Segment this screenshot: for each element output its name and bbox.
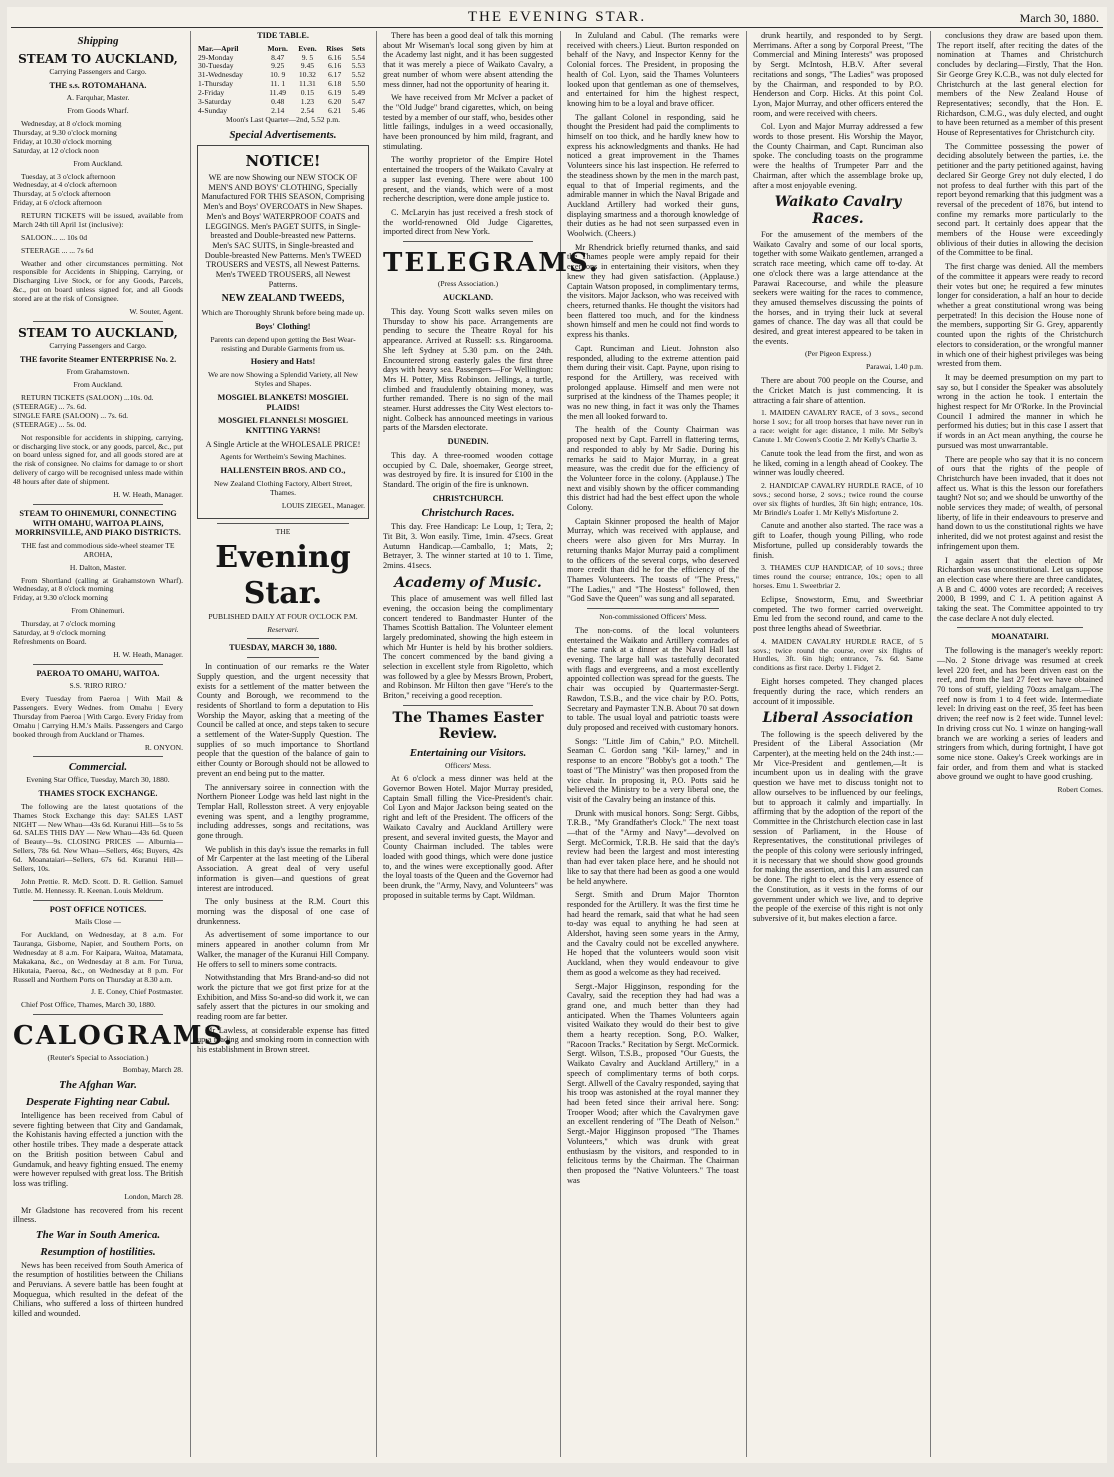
divider	[403, 241, 533, 242]
article-text: It may be deemed presumption on my part to say so, but I consider the Speaker was absolutely wrong in the action he took. I entertain the highest respect for Mr O'Rorke. In the Provincial Council I admired the manner in which he performed his duties; but in this case I assert that if words in an Act mean anything, the course he pursued was most unwarrantable.	[937, 372, 1103, 450]
steam-auckland-heading: STEAM TO AUCKLAND,	[18, 325, 178, 340]
ad-heading: Hosiery and Hats!	[250, 357, 316, 367]
article-heading: Desperate Fighting near Cabul.	[25, 1096, 171, 1109]
tide-table-title: TIDE TABLE.	[257, 31, 309, 40]
dateline: Parawai, 1.40 p.m.	[866, 362, 923, 372]
article-text: The worthy proprietor of the Empire Hotel entertained the troopers of the Waikato Cavalry at a supper last evening. There were about 100 present, and the viands, which were of a most recherche description, were done ample justice to.	[383, 155, 553, 204]
issue-dateline: TUESDAY, MARCH 30, 1880.	[229, 643, 337, 653]
subheading: Carrying Passengers and Cargo.	[49, 66, 147, 76]
article-text: Eight horses competed. They changed places frequently during the race, which renders an account of it impossible.	[753, 677, 923, 706]
page-header	[7, 9, 1107, 27]
firm-name: HALLENSTEIN BROS. AND CO.,	[220, 466, 346, 476]
article-text: The non-coms. of the local volunteers entertained the Waikato and Artillery comrades of the same rank at a dinner at the Naval Hall last evening. The large hall was tastefully decorated with flags and evergreens, and a most excellently appointed collection was spread for the guests. The chair was occupied by Quartermaster-Sergt. Rawdon, T.S.B., and the vice chair by P.O. Potts, Secretary and Paymaster T.N.B. About 70 sat down to table. The usual loyal and patriotic toasts were duly proposed and received with customary honors.	[567, 625, 739, 732]
tide-cell: 10.32	[298, 70, 316, 80]
ad-heading: Boys' Clothing!	[255, 321, 311, 331]
tide-header-cell: Mar.—April	[198, 43, 239, 53]
column-divider	[746, 31, 747, 1457]
column-6	[937, 31, 1103, 1457]
place-heading: DUNEDIN.	[447, 437, 489, 447]
editorial-text: As advertisement of some importance to our miners appeared in another column from Mr Walker, the manager of the Kuranui Hill Company. He offers to sell to miners some contracts.	[197, 930, 369, 969]
exchange-text: The following are the latest quotations of the Thames Stock Exchange this day: SALES LAST NIGHT — New Whau—43s 6d. Kuranui Hill—5s to 5s 6d. SALES THIS DAY — New Whau—43s 6d. Queen of Beauty—9s. CLOSING PRICES — Alburnia—Sellers, 78s 6d. New Whau—Sellers, 46s; Buyers, 42s 6d. Moanataiari—Sellers, 67s 6d. Kuranui Hill—Sellers, 10s.	[13, 801, 183, 873]
article-text: The health of the County Chairman was proposed next by Capt. Farrell in flattering terms, and responded to ably by Mr Sadie. During his remarks he said to Major Murray, in a great measure, was the credit due for the efficiency of the Volunteer force in the colony. (Applause.) The next and visibly shown by the officer commanding this district had had the best effect upon the whole Colony.	[567, 425, 739, 513]
article-text: This day. Young Scott walks seven miles on Thursday to show his pace. Arrangements are pending to secure the Theatre Royal for his appearance. Arrived at Russell: s.s. Ringarooma. She left Sydney at 5.30 p.m. on the 24th. Encountered strong easterly gales the first three days with heavy sea. Passengers—For Wellington: Mrs H. Potter, Miss Robinson. Jellings, a turtle, climbed and fraudulently obtaining money, was further remanded. There is no sign of the mail steamer. Hurst addresses the City West electors to-night. Colbeck has announced meetings in various parts of the Marsden electorate.	[383, 307, 553, 433]
tide-cell: 2.14	[271, 105, 285, 115]
article-text: conclusions they draw are based upon them. The report itself, after reciting the dates of the nomination at Thames and Christchurch concludes by declaring—Firstly, That the Hon. Sir George Grey K.C.B., was not duly elected for Christchurch at the last general election for members of the New Zealand House of Representatives; secondly, that the Hon. E. Richardson, C.M.G., was duly elected, and ought to have been returned as a member of this present House of Representatives for Christchurch city.	[937, 31, 1103, 138]
article-text: Eclipse, Snowstorm, Emu, and Sweetbriar competed. The two former carried overweight. Emu led from the second round, and came to the post three lengths ahead of Sweetbriar.	[753, 594, 923, 633]
column-divider	[190, 31, 191, 1457]
article-text: C. McLaryin has just received a fresh stock of the world-renowned Old Judge Cigarettes, imported direct from New York.	[383, 207, 553, 237]
article-heading: Waikato Cavalry Races.	[774, 194, 902, 227]
article-text: The following is the manager's weekly report:—No. 2 Stone drivage was resumed at creek level 220 feet, and has been driven east on the reef, and from the last 27 feet we have obtained 70 tons of stuff, yielding 70ozs amalgam.—The reef now is from 1 to 4 feet wide. Intermediate level: In driving east on the reef, 35 feet has been driven; the reef now is 2 feet wide. Tunnel level: In driving cross cut No. 1 winze on hanging-wall branch we are working a series of leaders and stringers from which, during fortnight, I have got some nice stone. Oakey's Creek workings are in fair order, and from them and what is stacked above ground we ought to have good crushing.	[937, 646, 1103, 782]
newspaper-page	[7, 7, 1107, 1463]
ad-text: A Single Article at the WHOLESALE PRICE!	[205, 439, 361, 449]
tide-cell: 11. 1	[270, 79, 286, 89]
article-text: This place of amusement was well filled last evening, the occasion being the complimentary concert tendered to Bandmaster Hunter of the Thames Scottish Battalion. The Volunteer element largely predominated, showing the high esteem in which Mr Hunter is held by his brother soldiers. The concert commenced by the band giving a selection in excellent style from Rigoletto, which was followed by a glee by Messrs Brown, Probert, and Robinson. Mr Hilton then gave "Here's to the Briton," receiving a good reception.	[383, 594, 553, 701]
tide-cell: 9. 5	[301, 52, 314, 62]
post-office-heading: POST OFFICE NOTICES.	[49, 904, 147, 914]
subheading: (Per Pigeon Express.)	[804, 349, 871, 359]
ship-name: THE s.s. ROTOMAHANA.	[49, 80, 147, 90]
mails-text: For Auckland, on Wednesday, at 8 a.m. For Tauranga, Gisborne, Napier, and Southern Ports, on Wednesday at 8 a.m. For Kaipara, Waitoa, Matamata, Makakana, &c., on Wednesday at 8 a.m. For Turua, Hikutaia, Paeroa, &c., on Wednesday at 8 p.m. For Russell and Northern Ports on Thursday at 8.30 a.m.	[13, 930, 183, 984]
article-text: Songs: "Little Jim of Cabin," P.O. Mitchell. Seaman C. Gordon sang "Kil- larney," and in response to an encore "Bobby's got a tooth." The toast of "The Ministry" was then proposed from the vice chair. In proposing it, P.O. Potts said he believed the Ministry to be a very liberal one, the visit of the Cavalry being an instance of this.	[567, 736, 739, 804]
report-signature: Robert Comes.	[1057, 785, 1103, 795]
ad-heading: NEW ZEALAND TWEEDS,	[221, 293, 345, 305]
postmaster-signature: J. E. Coney, Chief Postmaster.	[91, 987, 183, 997]
schedule-text: From Shortland (calling at Grahamstown Wharf). Wednesday, at 8 o'clock morning Friday, at 9.30 o'clock morning	[13, 575, 183, 603]
column-divider	[376, 31, 377, 1457]
race-result: 1. MAIDEN CAVALRY RACE, of 3 sovs., second horse 1 sov.; for all troop horses that have never run in a race: weight for age: distance, 1 mile. Mr Selby's Canute 1. Mr Cowen's Cootie 2. Mr Kelly's Charlie 3.	[753, 408, 923, 444]
editorial-text: In continuation of our remarks re the Water Supply question, and the urgent necessity that exists for a settlement of the matter between the County and Borough, we recommend to the residents of Shortland to form a deputation to His Worship the Mayor, asking that a meeting of the Council be called at once, and steps taken to secure a settlement of the Water-Supply Question. The supplies of so much importance to Shortland people that the question of the balance of gain to either County or Borough should not be allowed to prevent an end being put to the matter.	[197, 662, 369, 778]
tide-cell: 6.17	[327, 70, 342, 80]
schedule-heading: From Grahamstown.	[66, 367, 130, 377]
subheading: Officers' Mess.	[445, 760, 491, 770]
divider	[33, 756, 163, 757]
special-ads-heading: Special Advertisements.	[229, 128, 337, 141]
article-text: Sergt. Smith and Drum Major Thornton responded for the Artillery. It was the first time he had heard the remark, said that what he had seen to-day was equal to anything he had seen at Aldershot, having seen some years in the Army, and the Cavalry could not be excelled anywhere. He hoped that the volunteers would soon visit Auckland, when they would endeavour to give them as good a welcome as they had received.	[567, 890, 739, 977]
article-text: Intelligence has been received from Cabul of severe fighting between that City and Gandamak, the Kohistanis having effected a junction with the other hostile tribes. They made a desperate attack on the British position between Cabul and Gundamuk, and heavy fighting ensued. The enemy were however repulsed with great loss. The British loss was trifling.	[13, 1111, 183, 1188]
masthead-subtitle: PUBLISHED DAILY AT FOUR O'CLOCK P.M.	[208, 611, 358, 621]
column-divider	[930, 31, 931, 1457]
ad-text: Parents can depend upon getting the Best Wear-resisting and Durable Garments from us.	[210, 334, 356, 353]
article-text: In Zululand and Cabul. (The remarks were received with cheers.) Lieut. Burton responded on behalf of the Navy, and Inspector Kenny for the Colonial forces. The President, in proposing the health of Col. Lyon, said the Thames Volunteers looked upon that gentleman as one of themselves, and entertained for him the highest respect, knowing him to be a loyal and brave officer.	[567, 31, 739, 108]
commercial-heading: Commercial.	[68, 761, 128, 774]
article-text: At 6 o'clock a mess dinner was held at the Governor Bowen Hotel. Major Murray presided, Captain Small filling the Vice-President's chair. Col Lyon and Major Jackson being seated on the right and left of the President. The officers of the Waikato Cavalry and Auckland Artillery were present, and several invited guests, the Mayor and County Chairman included. The tables were loaded with good things, which were done justice to, and the wines were exceptionally good. After the loyal toasts of the Queen and the Governor had been drunk, the "Army, Navy, and Volunteers" was proposed in suitable terms by Capt. Wildman.	[383, 774, 553, 900]
divider	[33, 321, 163, 322]
divider	[247, 638, 319, 639]
article-text: The following is the speech delivered by the President of the Liberal Association (Mr Carpenter), at the meeting held on the 24th inst.:— Mr Vice-President and gentlemen,—It is incumbent upon us in dealing with the grave question we have met to discuss tonight not to allow ourselves to be influenced by our feelings, but to approach it calmly and impartially. In affirming that by the adoption of the report of the Committee in the Christchurch election case in last session of Parliament, in the House of Representatives, the constitutional privileges of the people of this colony were seriously infringed, it is necessary that we should show good grounds for making the assertion, and this I am assured can be done. The right to elect is the very essence of the Constitution, as it vests in the forms of our government under which we live, and to deprive the people of the exercise of this right is not only subversive of it, but makes election a farce.	[753, 729, 923, 923]
agent-signature: W. Souter, Agent.	[129, 306, 183, 316]
ad-text: Which are Thoroughly Shrunk before being made up.	[201, 308, 365, 318]
subheading: (Press Association.)	[437, 279, 499, 289]
tide-cell: 29-Monday	[198, 52, 234, 62]
tide-cell: 10. 9	[270, 70, 286, 80]
tide-cell: 0.48	[271, 96, 285, 106]
masthead: Evening Star.	[215, 540, 351, 611]
ad-signature: LOUIS ZIEGEL, Manager.	[281, 500, 365, 510]
divider	[33, 1014, 163, 1015]
ad-heading: MOSGIEL FLANNELS! MOSGIEL KNITTING YARNS!	[217, 416, 348, 435]
notice-text: Not responsible for accidents in shipping, carrying, or discharging live stock, or any goods, parcel, &c., put on board unless signed for, and all goods stored are at the risk of consignee. No claims for damage to or short delivery of cargo will be recognised unless made within 48 hours after date of shipment.	[13, 432, 183, 487]
article-text: I again assert that the election of Mr Richardson was unconstitutional. Let us suppose an election case where there are three candidates, A B and C. 4000 votes are recorded; A receives 2000, B 1999, and C 1. A petition against A taking the seat. The Committee appointed to try the case declare A not duly elected.	[937, 555, 1103, 623]
tide-cell: 9.25	[271, 61, 285, 71]
article-text: Captain Skinner proposed the health of Major Murray, which was received with applause, and cheers were also given for Mrs Murray. In returning thanks Major Murray paid a compliment to the officers of the several corps, who deserved more credit than did he for the efficiency of the Thames Volunteers. The toasts of "The Press," "The Ladies," and "The Hostess" followed, then "God Save the Queen" was sung and all separated.	[567, 516, 739, 604]
article-text: Drunk with musical honors. Song: Sergt. Gibbs, T.R.B., "My Grandfather's Clock." The next toast—that of the "Army and Navy"—devolved on Sergt. McCormick, T.R.B. He said that the day's review had been the largest and most interesting than had ever taken place here, and he should not like to say that there had been as good a one would be held anywhere.	[567, 808, 739, 886]
article-text: There are people who say that it is no concern of ours that the rights of the people of Christchurch have been invaded, that it does not affect us. What is this the lesson our forefathers taught? Not so; and we should be unworthy of the noble services they made; of wealth, of personal liberty, of life in their endeavours to preserve and hand down to us the constitutional rights we have inherited, did we not protest against and resist the infringement upon them.	[937, 454, 1103, 551]
article-text: For the amusement of the members of the Waikato Cavalry and some of our local sports, together with some Waikato gentlemen, arranged a scratch race meeting, which came off to-day. At one o'clock there was a large attendance at the Parawai Racecourse, and while the pleasure seekers were waiting for the races to commence, they amused themselves discussing the points of the horses, and in trying their luck at several games of chance. The day was all that could be desired, and great interest appeared to be taken in the events.	[753, 230, 923, 346]
place-heading: AUCKLAND.	[442, 293, 493, 303]
divider	[247, 657, 319, 658]
tide-cell: 2.54	[300, 105, 315, 115]
article-text: This day. A three-roomed wooden cottage occupied by C. Dale, shoemaker, George street, was destroyed by fire. It is insured for £100 in the Standard. The origin of the fire is unknown.	[383, 450, 553, 489]
article-text: There are about 700 people on the Course, and the Cricket Match is just commencing. It is attracting a fair share of attention.	[753, 376, 923, 405]
ship-name: THE favorite Steamer ENTERPRISE No. 2.	[19, 354, 177, 364]
tide-cell: 1.23	[300, 96, 315, 106]
moon-phase: Moon's Last Quarter—2nd, 5.52 p.m.	[226, 114, 340, 124]
fare-line: STEERAGE ... ... 7s 6d	[21, 245, 94, 255]
fare-line: SALOON... ... 10s 0d	[21, 232, 88, 242]
divider	[33, 900, 163, 901]
tide-cell: 11.31	[299, 79, 316, 89]
schedule-text: Wednesday, at 8 o'clock morning Thursday, at 9.30 o'clock morning Friday, at 10.30 o'clock morning Saturday, at 12 o'clock noon	[13, 119, 122, 155]
schedule-heading: From Auckland.	[73, 158, 123, 168]
dateline: Evening Star Office, Tuesday, March 30, 1880.	[26, 775, 170, 785]
editorial-text: The anniversary soiree in connection with the Northern Pioneer Lodge was held last night in the Templar Hall, Rollesston street. A very enjoyable evening was spent, and a lengthy programme, including addresses, songs and recitations, was gone through.	[197, 782, 369, 841]
article-text: Canute took the lead from the first, and won as he liked, coming in a length ahead of Cookey. The winner was loudly cheered.	[753, 448, 923, 478]
tide-cell: 5.52	[351, 70, 366, 80]
subheading: Non-commissioned Officers' Mess.	[599, 612, 707, 622]
agent-signature: R. ONYON.	[144, 742, 183, 752]
article-text: Sergt.-Major Higginson, responding for the Cavalry, said the reception they had had was a grand one, and much better than they had anticipated. When the Thames Volunteers again visited Waikato they would do their best to give them a hearty reception. Song, P.O. Walker, "Racoon Tracks." Recitation by Sergt. McCormick. Sergt. Wilson, T.S.B., proposed "Our Guests, the Waikato Cavalry and Auckland Artillery," in a speech of complimentary terms of both corps. Sergt. Allwell of the Cavalry responded, saying that his troop was astonished at the royal manner they had been feted since their arrival here. Song: Trooper Wood; after which the Cavalrymen gave an excellent rendering of "The Death of Nelson." Sergt.-Major Higginson proposed "The Thames Volunteers," which was drunk with great enthusiasm by the visitors, and responded to in felicitous terms by the Chairman. The Chairman then proposed the "Native Volunteers." The toast was	[567, 981, 739, 1185]
tide-cell: 0.15	[300, 88, 315, 98]
divider	[957, 627, 1083, 628]
ad-text: WE are now Showing our NEW STOCK OF MEN'S AND BOYS' CLOTHING, Specially Manufactured FOR THIS SEASON, Comprising Men's and Boys' OVERCOATS in New Shapes. Men's and Boys' WATERPROOF COATS and LEGGINGS. Men's PAGET SUITS, in Single-breasted and Double-breasted new Patterns. Men's SAC SUITS, in Single-breasted and Double-breasted New Patterns. Men's TWEED TROUSERS and VESTS, all Newest Patterns. Men's TWEED TROUSERS, all Newest Patterns.	[201, 172, 365, 289]
tide-cell: 6.16	[327, 61, 342, 71]
tide-cell: 31-Wednesday	[198, 70, 243, 80]
tide-cell: 5.47	[351, 96, 366, 106]
race-result: 4. MAIDEN CAVALRY HURDLE RACE, of 5 sovs.; twice round the course, over six flights of Hurdles, 3ft. 6in high; entrance, 7s. 6d. Same conditions as first race. Derby 1. Fidget 2.	[753, 636, 923, 673]
article-text: We have received from Mr McIver a packet of the "Old Judge" brand cigarettes, which, on being tested by a member of our staff, who, besides other little failings, indulges in a weed occasionally, have been pronounced by him mild, fragrant, and stimulating.	[383, 93, 553, 151]
editorial-text: Notwithstanding that Mrs Brand-and-so did not work the picture that we got first prize for at the Exhibition, and Miss So-and-so did work it, we can safely assert that the pictures in our smoking and reading room are far better.	[197, 973, 369, 1022]
article-heading: Liberal Association	[762, 710, 914, 727]
brokers-list: John Prettie. R. McD. Scott. D. R. Gellion. Samuel Tuttle. M. Hennessy. R. Keenan. Louis Meldrum.	[13, 876, 183, 895]
shipping-heading: Shipping	[77, 35, 119, 47]
ad-text: New Zealand Clothing Factory, Albert Street, Thames.	[213, 478, 353, 497]
article-heading: The War in South America.	[35, 1228, 161, 1241]
tide-header-cell: Even.	[298, 43, 317, 53]
tide-header-cell: Sets	[351, 43, 365, 53]
schedule-text: Tuesday, at 3 o'clock afternoon Wednesday, at 4 o'clock afternoon Thursday, at 5 o'clock afternoon Friday, at 6 o'clock afternoon	[13, 171, 117, 208]
steam-auckland-heading: STEAM TO AUCKLAND,	[18, 51, 178, 66]
ad-text: Agents for Wertheim's Sewing Machines.	[219, 452, 347, 462]
column-3	[383, 31, 600, 1457]
editorial-text: The only business at the R.M. Court this morning was the disposal of one case of drunkenness.	[197, 897, 369, 926]
ship-name: THE fast and commodious side-wheel steamer TE AROHA,	[21, 540, 175, 559]
tide-cell: 11.49	[269, 88, 287, 98]
tide-cell: 8.47	[271, 52, 285, 62]
ship-name: S.S. 'RIRO RIRO.'	[69, 681, 127, 691]
divider	[587, 608, 719, 609]
notice-heading: NOTICE!	[245, 152, 321, 171]
column-2	[197, 31, 369, 1457]
tide-cell: 5.46	[351, 105, 366, 115]
article-text: There has been a good deal of talk this morning about Mr Wiseman's local song given by him at the Academy last night, and it has been suggested that it was merely a piece of Waikato Cavalry, a great number of whom were absent attending the mess dinner, had not the opportunity of hearing it.	[383, 31, 553, 89]
article-text: Mr Gladstone has recovered from his recent illness.	[13, 1205, 183, 1225]
tide-cell: 5.53	[351, 61, 366, 71]
ship-master: A. Farquhar, Master.	[66, 93, 130, 103]
newspaper-title: THE EVENING STAR.	[467, 9, 647, 25]
telegrams-heading: TELEGRAMS.	[383, 248, 600, 279]
tide-cell: 2-Friday	[198, 88, 225, 98]
dateline: Bombay, March 28.	[122, 1065, 183, 1075]
moanataiari-heading: MOANATAIRI.	[991, 632, 1049, 642]
editorial-text: Mr Lawless, at considerable expense has fitted up a reading and smoking room in connection with his establishment in Brown street.	[197, 1025, 369, 1055]
place-heading: CHRISTCHURCH.	[432, 493, 504, 503]
agent-signature: H. W. Heath, Manager.	[113, 649, 183, 659]
race-result: 2. HANDICAP CAVALRY HURDLE RACE, of 10 sovs.; second horse, 2 sovs.; twice round the course over six flights of hurdles, 3ft 6in high; entrance, 10s. Mr Brindle's Loafer 1. Mr Kelly's Misfortune 2.	[753, 480, 923, 517]
tide-cell: 6.16	[327, 52, 342, 62]
race-result: 3. THAMES CUP HANDICAP, of 10 sovs.; three times round the course; entrance, 10s.; open to all horses. Emu 1. Sweetbriar 2.	[753, 563, 923, 590]
ship-master: H. Dalton, Master.	[69, 562, 127, 572]
dateline: Chief Post Office, Thames, March 30, 1880.	[21, 1000, 156, 1010]
tide-cell: 5.54	[351, 52, 366, 62]
article-heading: Resumption of hostilities.	[40, 1245, 156, 1258]
article-text: The Committee possessing the power of deciding absolutely between the parties, i.e. the petitioner and the party petitioned against, having declared Sir George Grey not duly elected, I do not profess to deal further with this part of the report beyond remarking that this judgment was a reversal of the precedent of 1876, but intend to confine my remarks more particularly to the second part. It certainly does appear that the members of the House were exceedingly oblivious of their duties in allowing the decision of the Committee to be final.	[937, 141, 1103, 258]
subheading: Mails Close —	[75, 917, 121, 927]
divider	[217, 523, 349, 524]
tide-header-cell: Rises	[326, 43, 344, 53]
issue-date: March 30, 1880.	[1019, 11, 1099, 25]
subheading: Carrying Passengers and Cargo.	[49, 340, 147, 350]
tide-cell: 9.45	[300, 61, 315, 71]
article-heading: Christchurch Races.	[421, 507, 515, 520]
masthead-the: THE	[275, 526, 291, 536]
article-text: News has been received from South America of the resumption of hostilities between the Chilians and Peruvians. A severe battle has been fought at Moquegua, which resulted in the defeat of the Chilians, who suffered a loss of thirteen hundred killed and wounded.	[13, 1260, 183, 1319]
divider	[33, 664, 163, 665]
tide-cell: 6.21	[327, 105, 342, 115]
column-4	[567, 31, 739, 1457]
article-heading: The Afghan War.	[59, 1079, 137, 1092]
tide-cell: 4-Sunday	[198, 105, 228, 115]
tide-cell: 5.49	[351, 88, 366, 98]
tide-cell: 6.18	[327, 79, 342, 89]
article-heading: Academy of Music.	[394, 574, 542, 591]
paeroa-heading: PAEROA TO OMAHU, WAITOA.	[36, 668, 160, 678]
article-text: drunk heartily, and responded to by Sergt. Merrimans. After a song by Corporal Preest, "The Commercial and Mining Interests" was proposed by Sergt. McIntosh, H.B.V. After several recitations and songs, "The Ladies" was proposed by the Chairman, and responded to by P.O. Henderson and Corp. Hicks. At this point Col. Lyon, Major Murray, and other officers entered the room, and were received with cheers.	[753, 31, 923, 118]
schedule-heading: From Ohinemuri.	[71, 606, 125, 616]
header-rule	[11, 27, 1103, 28]
article-text: Col. Lyon and Major Murray addressed a few words to those present. His Worship the Mayor, the County Chairman, and Capt. Runciman also spoke. The concluding toasts on the programme were the healths of Trumpeter Parr and the Chairman, after which the assemblage broke up, after a most enjoyable evening.	[753, 122, 923, 190]
tide-table	[197, 45, 369, 116]
editorial-text: We publish in this day's issue the remarks in full of Mr Carpenter at the last meeting of the Liberal Association. A great deal of very useful information is given—and questions of great interest are introduced.	[197, 844, 369, 893]
exchange-heading: THAMES STOCK EXCHANGE.	[38, 789, 158, 799]
schedule-heading: From Auckland.	[73, 380, 123, 390]
tide-cell: 6.20	[327, 96, 342, 106]
article-text: Canute and another also started. The race was a gift to Loafer, though young Pilling, who rode Misfortune, pulled up considerably towards the finish.	[753, 521, 923, 560]
column-divider	[560, 31, 561, 1457]
tide-cell: 3-Saturday	[198, 96, 232, 106]
tide-cell: 30-Tuesday	[198, 61, 234, 71]
notice-text: Every Tuesday from Paeroa | With Mail & Passengers. Every Wednes. from Omahu | Every Thursday from Paeroa | With Cargo. Every Friday from Omahu | Carrying H.M.'s Mails. Passengers and Cargo booked through from Auckland or Thames.	[13, 694, 183, 739]
tide-cell: 5.50	[351, 79, 366, 89]
advertisement-box	[197, 145, 369, 518]
tide-cell: 1-Thursday	[198, 79, 234, 89]
dateline: London, March 28.	[124, 1191, 183, 1201]
column-5	[753, 31, 923, 1457]
notice-text: Weather and other circumstances permitting. Not responsible for Accidents in Shipping, Carrying, or Discharging Live Stock, or for any Goods, Parcels, &c., put on board unless signed for, and all Goods stored are at the risk of Consignee.	[13, 258, 183, 304]
article-text: This day. Free Handicap: Le Loup, 1; Tera, 2; Tit Bit, 3. Won easily. Time, 1min. 47secs. Great Autumn Handicap.—Camballo, 1; Mats, 2; Betrayer, 3. The winner started at 10 to 1. Time, 2mins. 41secs.	[383, 522, 553, 571]
review-heading: The Thames Easter Review.	[392, 709, 544, 743]
ad-text: We are now Showing a Splendid Variety, all New Styles and Shapes.	[208, 370, 358, 389]
calograms-heading: CALOGRAMS.	[13, 1021, 235, 1052]
article-heading: Entertaining our Visitors.	[409, 746, 527, 759]
tide-header-cell: Morn.	[267, 43, 288, 53]
subheading: (Reuter's Special to Association.)	[47, 1052, 149, 1062]
fares-text: RETURN TICKETS will be issued, available from March 24th till April 1st (inclusive):	[13, 211, 183, 229]
article-text: Capt. Runciman and Lieut. Johnston also responded, alluding to the extreme attention paid them during their visit. Capt. Payne, upon rising to respond for the Artillery, was received with prolonged applause. Himself and men were not surprised at the kindness of the Thames people; it was no new thing, in fact it was only the Thames the men all looked forward to.	[567, 343, 739, 421]
schedule-text: Thursday, at 7 o'clock morning Saturday, at 9 o'clock morning Refreshments on Board.	[13, 619, 116, 646]
article-text: The first charge was denied. All the members of the committee it appears were ready to record their votes but one; he required a few minutes longer for consideration, a half an hour to decide whether a great constitutional wrong was being perpetrated! In this decision the House none of the members, supporting Sir G. Grey, apparently counted upon the rights of the Christchurch electors to consideration, or the wrongful manner in which one of their highest privileges was being wrested from them.	[937, 262, 1103, 369]
schedule-heading: From Goods Wharf.	[67, 106, 129, 116]
motto: Reservari.	[267, 624, 299, 634]
tide-cell: 6.19	[327, 88, 342, 98]
fares-text: RETURN TICKETS (SALOON) ...10s. 0d. (STEERAGE) ... 7s. 6d. SINGLE FARE (SALOON) ... 7s. 6d. (STEERAGE) ... 5s. 0d.	[13, 393, 154, 429]
ohinemuri-heading: STEAM TO OHINEMURI, CONNECTING WITH OMAHU, WAITOA PLAINS, MORRINSVILLE, AND PIAKO DISTRICTS.	[15, 508, 181, 538]
divider	[33, 504, 163, 505]
article-text: Mr Rhendrick briefly returned thanks, and said the Thames people were amply repaid for their exertions in entertaining their visitors, when they knew they had given satisfaction. (Applause.) Captain Watson proposed, in complimentary terms, the visitors. Major Jackson, who was received with cheers, returned thanks. He thought the visitors had been flattered too much, and for the kindness shown himself and men he could not find words to express his thanks.	[567, 242, 739, 340]
ad-heading: MOSGIEL BLANKETS! MOSGIEL PLAIDS!	[217, 392, 349, 412]
article-text: The gallant Colonel in responding, said he thought the President had paid the compliments to himself on too thick, and he hardly knew how to express his acknowledgments and thanks. He had noticed a great improvement in the Thames Volunteers since his last inspection. He referred to the steadiness shown by the men in the march past, equal to that of Imperial regiments, and the admirable manner in which the Naval Brigade and Auckland Artillery had worked their guns, displaying smartness and a thorough knowledge of their duties as he had not seen surpassed even in Woolwich. (Cheers.)	[567, 112, 739, 239]
agent-signature: H. W. Heath, Manager.	[113, 489, 183, 499]
divider	[403, 705, 533, 706]
